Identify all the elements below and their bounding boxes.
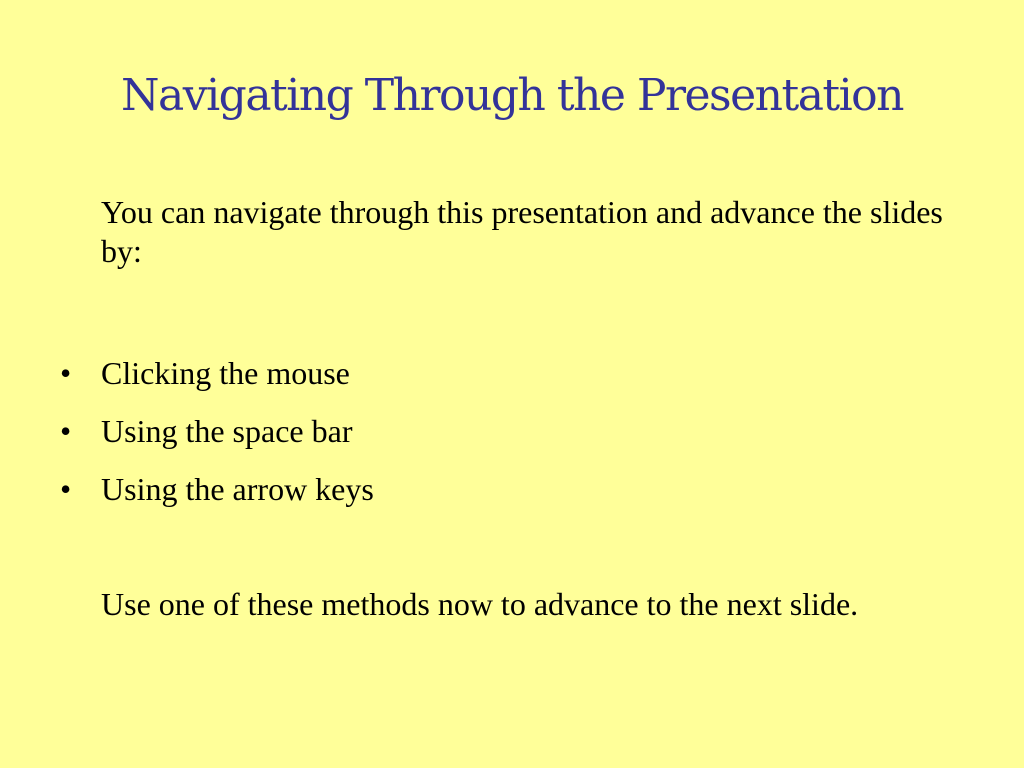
bullet-icon: • [60, 471, 72, 507]
bullet-icon: • [60, 413, 72, 449]
bullet-list [0, 354, 1024, 528]
slide-title: Navigating Through the Presentation [120, 70, 904, 121]
bullet-text: Using the arrow keys [101, 471, 374, 507]
intro-paragraph: You can navigate through this presentation and advance the slides by: [101, 194, 943, 269]
list-item [0, 470, 1024, 528]
bullet-text: Using the space bar [101, 413, 353, 449]
bullet-text: Clicking the mouse [101, 355, 350, 391]
list-item [0, 354, 1024, 412]
closing-paragraph: Use one of these methods now to advance to the next slide. [101, 586, 859, 622]
bullet-icon: • [60, 355, 72, 391]
list-item [0, 412, 1024, 470]
